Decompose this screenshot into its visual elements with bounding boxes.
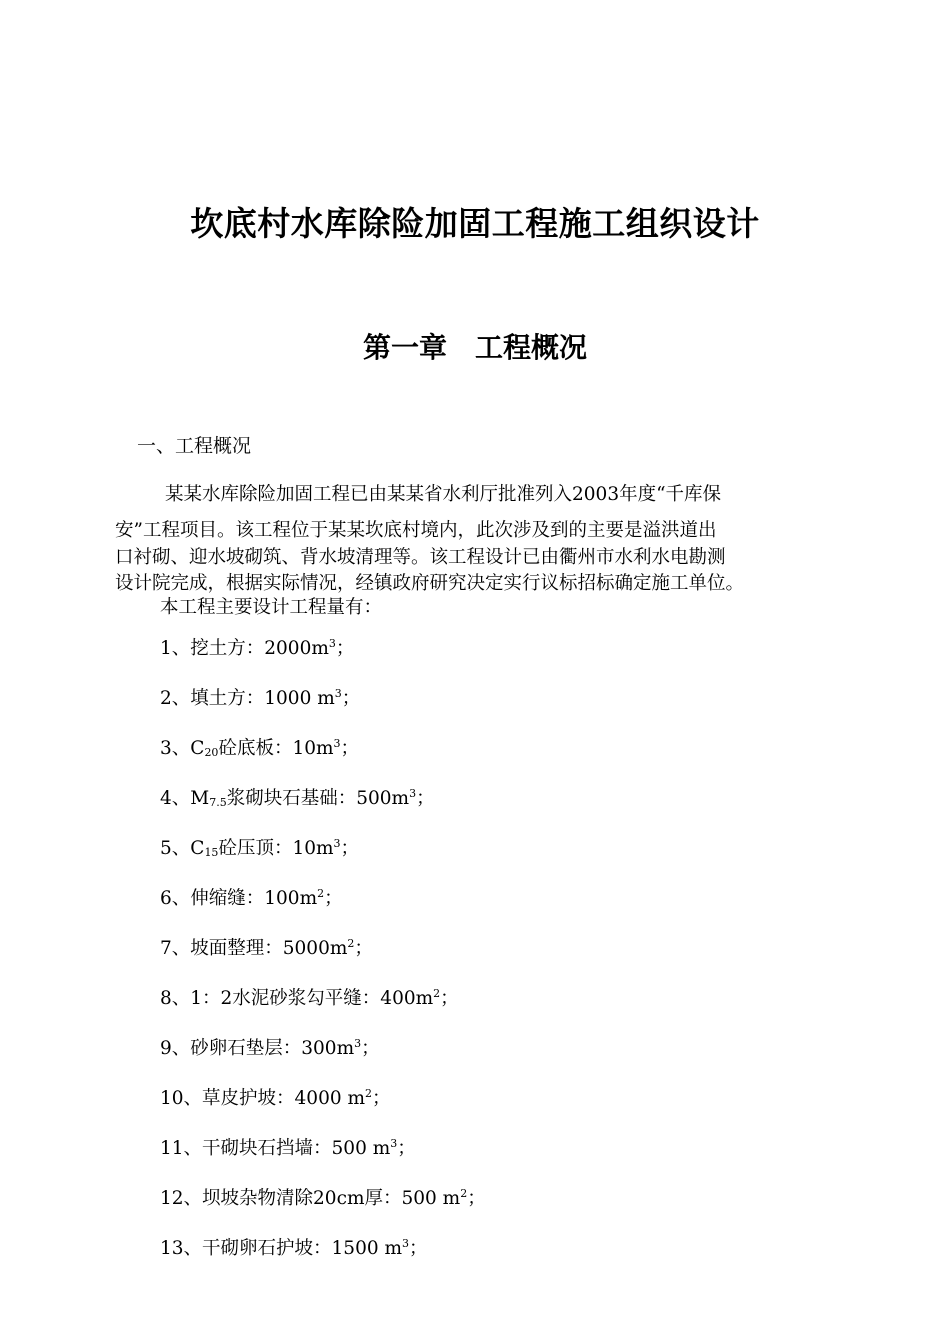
item-text: ； [409,1238,428,1259]
item-text: ； [467,1188,486,1209]
chapter-heading: 第一章 工程概况 [362,331,587,364]
item-subscript: 7.5 [209,796,227,809]
item-text: ； [372,1088,391,1109]
item-text: ； [340,738,360,759]
quantity-item [160,1029,486,1079]
item-subscript: 15 [204,846,219,859]
quantity-item [160,1129,486,1179]
paragraph-line: 某某水库除险加固工程已由某某省水利厅批准列入2003年度“千库保 [165,484,722,505]
quantities-list [160,629,486,1279]
quantity-item [160,629,486,679]
quantity-item [160,979,486,1029]
item-text: 10、草皮护坡：4000 m [160,1088,366,1109]
item-text: 8、1：2水泥砂浆勾平缝：400m [160,988,434,1009]
quantity-item [160,1229,486,1279]
quantities-intro: 本工程主要设计工程量有： [160,597,383,618]
item-text: 11、干砌块石挡墙：500 m [160,1138,391,1159]
quantity-item [160,679,486,729]
quantity-item [160,1079,486,1129]
quantity-item [160,1179,486,1229]
item-text: 3、C [160,738,205,759]
item-superscript: 3 [334,687,342,700]
quantity-item [160,829,486,879]
quantity-item [160,729,486,779]
item-text: ； [354,938,373,959]
item-superscript: 2 [460,1187,468,1200]
item-text: 13、干砌卵石护坡：1500 m [160,1238,403,1259]
item-text: ； [340,838,360,859]
item-superscript: 3 [333,837,341,850]
item-superscript: 2 [365,1087,373,1100]
item-text: 9、砂卵石垫层：300m [160,1038,355,1059]
section-heading: 一、工程概况 [137,435,252,457]
item-superscript: 3 [402,1237,410,1250]
item-text: 4、M [160,788,210,809]
quantity-item [160,929,486,979]
item-text: ； [361,1038,380,1059]
paragraph-line: 安”工程项目。该工程位于某某坎底村境内，此次涉及到的主要是溢洪道出 [115,520,717,541]
item-superscript: 2 [433,987,441,1000]
item-text: ； [397,1138,416,1159]
item-text: 7、坡面整理：5000m [160,938,348,959]
item-text: 12、坝坡杂物清除20cm厚：500 m [160,1188,461,1209]
quantity-item [160,879,486,929]
item-superscript: 2 [347,937,355,950]
item-subscript: 20 [204,746,219,759]
item-superscript: 3 [390,1137,398,1150]
document-title: 坎底村水库除险加固工程施工组织设计 [190,204,760,243]
item-superscript: 3 [328,637,336,650]
item-text: 5、C [160,838,205,859]
paragraph-line: 设计院完成，根据实际情况，经镇政府研究决定实行议标招标确定施工单位。 [115,573,745,594]
item-text: 浆砌块石基础：500m [226,788,410,809]
item-text: ； [341,688,361,709]
item-superscript: 2 [317,887,325,900]
item-text: ； [416,788,435,809]
item-superscript: 3 [409,787,417,800]
quantity-item [160,779,486,829]
item-text: ； [440,988,459,1009]
item-text: 1、挖土方：2000m [160,638,329,659]
item-text: 6、伸缩缝：100m [160,888,318,909]
item-text: 砼压顶：10m [218,838,334,859]
item-superscript: 3 [333,737,341,750]
paragraph-line: 口衬砌、迎水坡砌筑、背水坡清理等。该工程设计已由衢州市水利水电勘测 [115,547,726,568]
item-text: 砼底板：10m [218,738,334,759]
item-superscript: 3 [354,1037,362,1050]
item-text: ； [335,638,355,659]
item-text: 2、填土方：1000 m [160,688,335,709]
item-text: ； [324,888,343,909]
